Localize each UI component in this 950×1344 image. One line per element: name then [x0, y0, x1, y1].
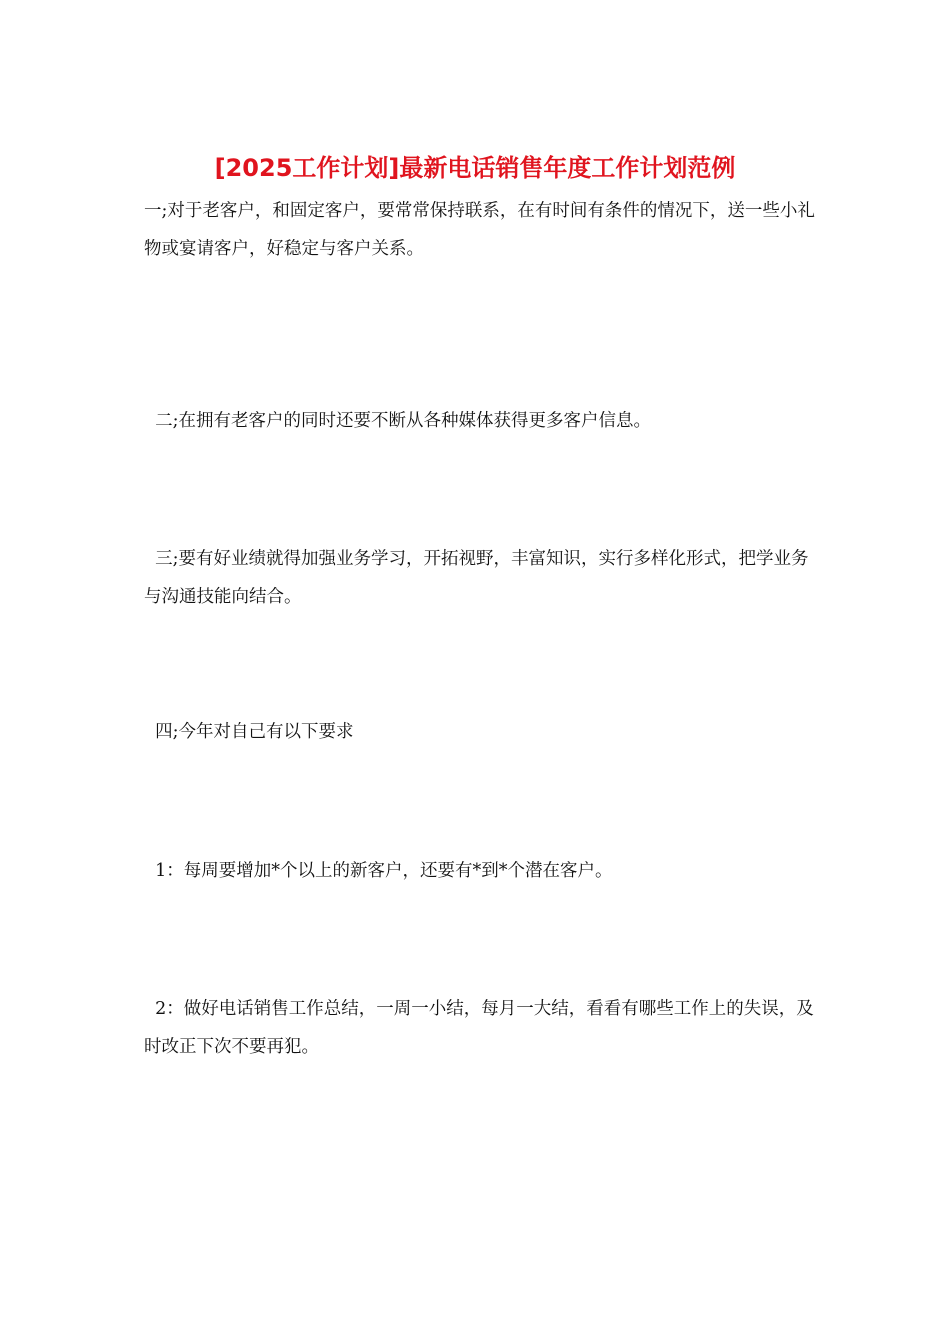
- paragraph-3: 三;要有好业绩就得加强业务学习，开拓视野，丰富知识，实行多样化形式，把学业务与沟通技能向结合。: [144, 549, 809, 607]
- document-title: [2025工作计划]最新电话销售年度工作计划范例: [214, 154, 736, 182]
- paragraph-5: 1：每周要增加*个以上的新客户，还要有*到*个潜在客户。: [144, 861, 613, 881]
- paragraph-4: 四;今年对自己有以下要求: [144, 722, 354, 742]
- paragraph-6: 2：做好电话销售工作总结，一周一小结，每月一大结，看看有哪些工作上的失误，及时改正下次不要再犯。: [144, 999, 814, 1057]
- paragraph-1: 一;对于老客户，和固定客户，要常常保持联系，在有时间有条件的情况下，送一些小礼物或宴请客户，好稳定与客户关系。: [144, 201, 815, 259]
- paragraph-2: 二;在拥有老客户的同时还要不断从各种媒体获得更多客户信息。: [144, 411, 652, 431]
